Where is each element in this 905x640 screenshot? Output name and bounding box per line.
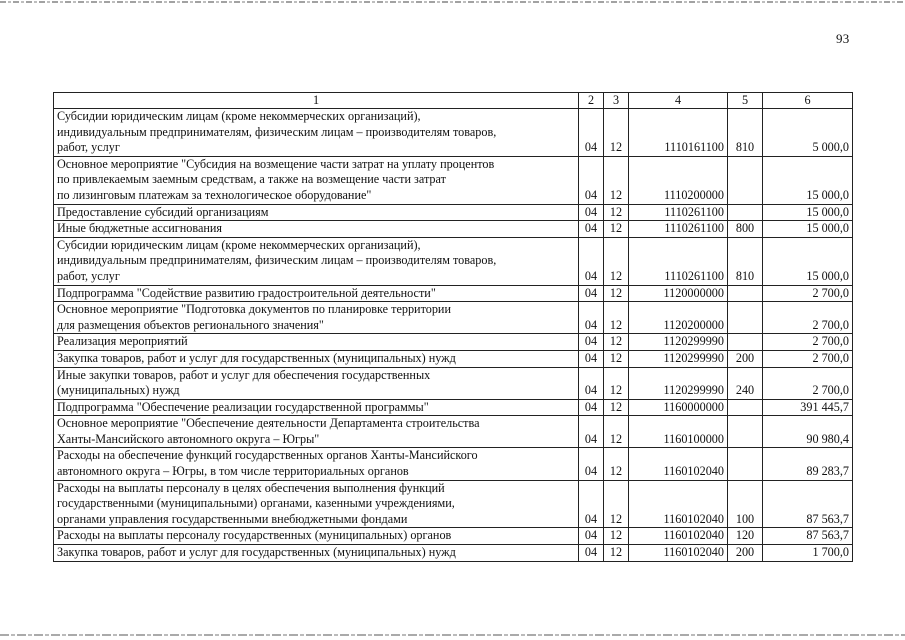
row-name bbox=[54, 545, 579, 562]
row-name bbox=[54, 350, 579, 367]
amount: 2 700,0 bbox=[763, 302, 853, 334]
subsection-code: 12 bbox=[604, 237, 629, 285]
row-name-line: Ханты-Мансийского автономного округа – Югры" bbox=[57, 431, 320, 446]
subsection-code: 12 bbox=[604, 156, 629, 204]
table-body bbox=[54, 109, 853, 562]
target-code: 1160102040 bbox=[629, 545, 728, 562]
target-code: 1160102040 bbox=[629, 528, 728, 545]
section-code: 04 bbox=[579, 302, 604, 334]
row-name bbox=[54, 204, 579, 221]
subsection-code: 12 bbox=[604, 399, 629, 416]
expense-type-code bbox=[728, 156, 763, 204]
table-row bbox=[54, 448, 853, 480]
expense-type-code: 800 bbox=[728, 221, 763, 238]
amount: 2 700,0 bbox=[763, 367, 853, 399]
expense-type-code bbox=[728, 302, 763, 334]
row-name bbox=[54, 528, 579, 545]
expense-type-code: 810 bbox=[728, 237, 763, 285]
header-col-2: 2 bbox=[579, 93, 604, 109]
amount: 2 700,0 bbox=[763, 350, 853, 367]
target-code: 1120299990 bbox=[629, 350, 728, 367]
target-code: 1110261100 bbox=[629, 221, 728, 238]
target-code: 1110261100 bbox=[629, 237, 728, 285]
section-code: 04 bbox=[579, 480, 604, 528]
amount: 15 000,0 bbox=[763, 237, 853, 285]
section-code: 04 bbox=[579, 285, 604, 302]
row-name bbox=[54, 221, 579, 238]
row-name-line: государственными (муниципальными) органами, казенными учреждениями, bbox=[57, 496, 455, 511]
expense-type-code bbox=[728, 204, 763, 221]
table-row bbox=[54, 302, 853, 334]
section-code: 04 bbox=[579, 204, 604, 221]
table-row bbox=[54, 399, 853, 416]
expense-type-code: 810 bbox=[728, 109, 763, 157]
amount: 391 445,7 bbox=[763, 399, 853, 416]
target-code: 1110200000 bbox=[629, 156, 728, 204]
row-name-line: по лизинговым платежам за технологическое оборудование" bbox=[57, 187, 372, 202]
row-name bbox=[54, 416, 579, 448]
row-name-line: Субсидии юридическим лицам (кроме некоммерческих организаций), bbox=[57, 237, 421, 252]
table-row bbox=[54, 350, 853, 367]
table-row bbox=[54, 416, 853, 448]
row-name-line: Расходы на обеспечение функций государственных органов Ханты-Мансийского bbox=[57, 448, 478, 463]
page-number: 93 bbox=[836, 31, 850, 46]
target-code: 1110261100 bbox=[629, 204, 728, 221]
subsection-code: 12 bbox=[604, 448, 629, 480]
header-col-4: 4 bbox=[629, 93, 728, 109]
row-name-line: для размещения объектов регионального значения" bbox=[57, 317, 324, 332]
table-row bbox=[54, 237, 853, 285]
row-name bbox=[54, 399, 579, 416]
row-name-line: Основное мероприятие "Обеспечение деятельности Департамента строительства bbox=[57, 416, 480, 431]
row-name-line: Закупка товаров, работ и услуг для государственных (муниципальных) нужд bbox=[57, 545, 456, 560]
expense-type-code: 240 bbox=[728, 367, 763, 399]
row-name-line: Предоставление субсидий организациям bbox=[57, 204, 269, 219]
row-name-line: работ, услуг bbox=[57, 140, 120, 155]
section-code: 04 bbox=[579, 350, 604, 367]
section-code: 04 bbox=[579, 528, 604, 545]
row-name bbox=[54, 334, 579, 351]
table-row bbox=[54, 545, 853, 562]
amount: 90 980,4 bbox=[763, 416, 853, 448]
subsection-code: 12 bbox=[604, 204, 629, 221]
amount: 15 000,0 bbox=[763, 221, 853, 238]
amount: 2 700,0 bbox=[763, 334, 853, 351]
section-code: 04 bbox=[579, 367, 604, 399]
table-row bbox=[54, 156, 853, 204]
section-code: 04 bbox=[579, 416, 604, 448]
row-name-line: Иные бюджетные ассигнования bbox=[57, 221, 223, 236]
subsection-code: 12 bbox=[604, 350, 629, 367]
section-code: 04 bbox=[579, 399, 604, 416]
amount: 1 700,0 bbox=[763, 545, 853, 562]
scan-edge-bottom bbox=[0, 634, 905, 636]
row-name-line: Основное мероприятие "Субсидия на возмещение части затрат на уплату процентов bbox=[57, 156, 495, 171]
section-code: 04 bbox=[579, 109, 604, 157]
row-name-line: Иные закупки товаров, работ и услуг для обеспечения государственных bbox=[57, 367, 431, 382]
amount: 15 000,0 bbox=[763, 156, 853, 204]
target-code: 1110161100 bbox=[629, 109, 728, 157]
target-code: 1120200000 bbox=[629, 302, 728, 334]
row-name-line: Расходы на выплаты персоналу государственных (муниципальных) органов bbox=[57, 528, 452, 543]
section-code: 04 bbox=[579, 156, 604, 204]
amount: 15 000,0 bbox=[763, 204, 853, 221]
table-row bbox=[54, 285, 853, 302]
row-name-line: (муниципальных) нужд bbox=[57, 383, 180, 398]
table-row bbox=[54, 334, 853, 351]
subsection-code: 12 bbox=[604, 221, 629, 238]
table-row bbox=[54, 367, 853, 399]
row-name-line: Закупка товаров, работ и услуг для государственных (муниципальных) нужд bbox=[57, 350, 456, 365]
amount: 87 563,7 bbox=[763, 480, 853, 528]
target-code: 1120299990 bbox=[629, 367, 728, 399]
amount: 87 563,7 bbox=[763, 528, 853, 545]
section-code: 04 bbox=[579, 545, 604, 562]
header-col-6: 6 bbox=[763, 93, 853, 109]
row-name-line: индивидуальным предпринимателям, физическим лицам – производителям товаров, bbox=[57, 253, 497, 268]
row-name bbox=[54, 237, 579, 285]
amount: 89 283,7 bbox=[763, 448, 853, 480]
expense-type-code: 200 bbox=[728, 545, 763, 562]
target-code: 1160102040 bbox=[629, 480, 728, 528]
row-name-line: Подпрограмма "Содействие развитию градостроительной деятельности" bbox=[57, 285, 436, 300]
expense-type-code bbox=[728, 334, 763, 351]
row-name bbox=[54, 480, 579, 528]
row-name bbox=[54, 156, 579, 204]
subsection-code: 12 bbox=[604, 367, 629, 399]
target-code: 1120299990 bbox=[629, 334, 728, 351]
section-code: 04 bbox=[579, 334, 604, 351]
row-name-line: Субсидии юридическим лицам (кроме некоммерческих организаций), bbox=[57, 109, 421, 123]
subsection-code: 12 bbox=[604, 285, 629, 302]
row-name bbox=[54, 302, 579, 334]
amount: 2 700,0 bbox=[763, 285, 853, 302]
table-row bbox=[54, 204, 853, 221]
subsection-code: 12 bbox=[604, 302, 629, 334]
section-code: 04 bbox=[579, 221, 604, 238]
expense-type-code bbox=[728, 285, 763, 302]
target-code: 1160100000 bbox=[629, 416, 728, 448]
header-col-3: 3 bbox=[604, 93, 629, 109]
row-name-line: автономного округа – Югры, в том числе территориальных органов bbox=[57, 464, 409, 479]
row-name bbox=[54, 285, 579, 302]
row-name-line: Реализация мероприятий bbox=[57, 334, 188, 349]
row-name-line: Основное мероприятие "Подготовка документов по планировке территории bbox=[57, 302, 451, 317]
scan-edge-top bbox=[0, 1, 905, 3]
row-name-line: Расходы на выплаты персоналу в целях обеспечения выполнения функций bbox=[57, 480, 445, 495]
row-name bbox=[54, 367, 579, 399]
subsection-code: 12 bbox=[604, 545, 629, 562]
target-code: 1160000000 bbox=[629, 399, 728, 416]
expense-type-code: 120 bbox=[728, 528, 763, 545]
budget-table bbox=[53, 92, 853, 562]
subsection-code: 12 bbox=[604, 109, 629, 157]
section-code: 04 bbox=[579, 237, 604, 285]
target-code: 1160102040 bbox=[629, 448, 728, 480]
amount: 5 000,0 bbox=[763, 109, 853, 157]
table-row bbox=[54, 109, 853, 157]
header-row bbox=[54, 93, 853, 109]
row-name bbox=[54, 448, 579, 480]
row-name-line: работ, услуг bbox=[57, 268, 120, 283]
header-col-5: 5 bbox=[728, 93, 763, 109]
subsection-code: 12 bbox=[604, 334, 629, 351]
table-row bbox=[54, 480, 853, 528]
expense-type-code bbox=[728, 448, 763, 480]
table-row bbox=[54, 528, 853, 545]
subsection-code: 12 bbox=[604, 416, 629, 448]
expense-type-code bbox=[728, 416, 763, 448]
row-name bbox=[54, 109, 579, 157]
expense-type-code: 200 bbox=[728, 350, 763, 367]
subsection-code: 12 bbox=[604, 480, 629, 528]
target-code: 1120000000 bbox=[629, 285, 728, 302]
row-name-line: индивидуальным предпринимателям, физическим лицам – производителям товаров, bbox=[57, 124, 497, 139]
expense-type-code: 100 bbox=[728, 480, 763, 528]
table-row bbox=[54, 221, 853, 238]
section-code: 04 bbox=[579, 448, 604, 480]
subsection-code: 12 bbox=[604, 528, 629, 545]
row-name-line: по привлекаемым заемным средствам, а также на возмещение части затрат bbox=[57, 172, 446, 187]
header-col-1: 1 bbox=[54, 93, 579, 109]
row-name-line: органами управления государственными внебюджетными фондами bbox=[57, 511, 408, 526]
row-name-line: Подпрограмма "Обеспечение реализации государственной программы" bbox=[57, 399, 429, 414]
expense-type-code bbox=[728, 399, 763, 416]
